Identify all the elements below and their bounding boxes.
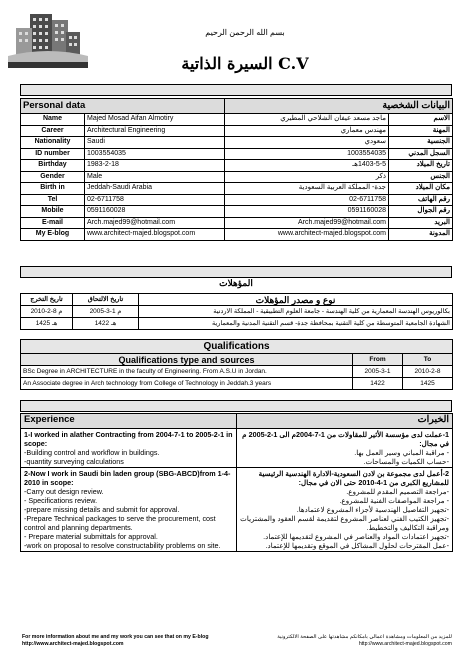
exp-item: -Prepare Technical packages to serve the procurement, cost control and planning departments. (24, 514, 216, 532)
label-ar: الجنسية (389, 137, 453, 149)
exp-item: -تجهيز اعتمادات المواد والعناصر في المشروع لتقديمها للإعتماد. (263, 532, 449, 541)
experience-title-ar: الخبرات (237, 414, 453, 429)
value-en: 1983-2-18 (85, 160, 225, 172)
join-date: 2005-3-1 م (73, 306, 139, 318)
value-en-blog-link[interactable]: www.architect-majed.blogspot.com (85, 229, 225, 241)
from-date: 2005-3-1 (353, 366, 403, 378)
value-ar: 1403-5-5هـ (225, 160, 389, 172)
exp-item: - Specifications review. (24, 496, 98, 505)
exp-item: -Carry out design review. (24, 487, 104, 496)
qualifications-title-en: Qualifications (21, 340, 453, 354)
value-ar: 02-6711758 (225, 194, 389, 206)
label-en: Gender (21, 171, 85, 183)
value-en: Architectural Engineering (85, 125, 225, 137)
exp-heading: 2-Now I work in Saudi bin laden group (SBG-ABCD)from 1-4-2010 in scope: (24, 469, 231, 487)
personal-row-email (21, 217, 453, 229)
label-ar: تاريخ الميلاد (389, 160, 453, 172)
exp-item: -work on proposal to resolve constructability problems on site. (24, 541, 221, 550)
footer-en-link[interactable]: http://www.architect-majed.blogspot.com (22, 641, 124, 647)
experience-ar-1 (237, 429, 453, 468)
personal-data-table (20, 98, 453, 241)
quals-en-header (21, 354, 453, 366)
value-ar: ذكر (225, 171, 389, 183)
qualifications-ar-table (20, 293, 453, 330)
qual-type: BSc Degree in ARCHITECTURE in the faculty of Engineering. From A.S.U in Jordan. (21, 366, 353, 378)
label-ar: المدونة (389, 229, 453, 241)
label-ar: رقم الهاتف (389, 194, 453, 206)
label-ar: رقم الجوال (389, 206, 453, 218)
experience-table (20, 413, 453, 552)
personal-row-name (21, 114, 453, 126)
exp-heading: 2-أعمل لدى مجموعة بن لادن السعودية-الادارة الهندسية الرئيسية للمشاريع الكبرى من 1-4-2010 حتى الان في مجال: (258, 469, 449, 487)
exp-item: -quantity surveying calculations (24, 457, 124, 466)
label-en: Mobile (21, 206, 85, 218)
value-en: Jeddah-Saudi Arabia (85, 183, 225, 195)
label-en: Nationality (21, 137, 85, 149)
to-date: 2010-2-8 (403, 366, 453, 378)
value-en-email[interactable]: Arch.majed99@hotmail.com (85, 217, 225, 229)
experience-en-1 (21, 429, 237, 468)
col-to: To (403, 354, 453, 366)
personal-row-birthday (21, 160, 453, 172)
value-en: Male (85, 171, 225, 183)
label-en: E-mail (21, 217, 85, 229)
col-type: Qualifications type and sources (21, 354, 353, 366)
join-date: 1422 هـ (73, 318, 139, 330)
label-en: My E-blog (21, 229, 85, 241)
label-en: Birth in (21, 183, 85, 195)
value-ar: 0591160028 (225, 206, 389, 218)
personal-row-gender (21, 171, 453, 183)
experience-row-2 (21, 468, 453, 552)
from-date: 1422 (353, 378, 403, 390)
col-join: تاريخ الالتحاق (73, 294, 139, 306)
quals-en-row (21, 366, 453, 378)
col-type: نوع و مصدر المؤهلات (139, 294, 453, 306)
personal-title-ar: البيانات الشخصية (225, 99, 453, 114)
experience-row-1 (21, 429, 453, 468)
personal-row-birthplace (21, 183, 453, 195)
value-ar: مهندس معماري (225, 125, 389, 137)
value-ar: 1003554035 (225, 148, 389, 160)
label-en: Tel (21, 194, 85, 206)
exp-item: -prepare missing details and submit for approval. (24, 505, 180, 514)
exp-item: -حساب الكميات والمساحات. (363, 457, 449, 466)
personal-row-career (21, 125, 453, 137)
value-en: 02-6711758 (85, 194, 225, 206)
exp-item: - Prepare material submittals for approval. (24, 532, 158, 541)
value-ar: جدة- المملكة العربية السعودية (225, 183, 389, 195)
personal-row-id (21, 148, 453, 160)
section-divider-mid (20, 266, 452, 278)
personal-title-en: Personal data (21, 99, 225, 114)
personal-header-row (21, 99, 453, 114)
footer-ar-link[interactable]: http://www.architect-majed.blogspot.com (358, 641, 452, 647)
quals-ar-header (21, 294, 453, 306)
value-ar-email[interactable]: Arch.majed99@hotmail.com (225, 217, 389, 229)
exp-item: -Building control and workflow in buildings. (24, 448, 160, 457)
footer-en-text: For more information about me and my work you can see that on my E-blog (22, 634, 209, 640)
quals-ar-row (21, 306, 453, 318)
buildings-logo (8, 6, 88, 68)
experience-title-en: Experience (21, 414, 237, 429)
exp-item: -تجهيز الكتيب الفني لعناصر المشروع لتقديمة لقسم العقود والمشتريات ومراقبة التكاليف والتخطيط. (240, 514, 449, 532)
quals-en-title-row (21, 340, 453, 354)
label-ar: الجنس (389, 171, 453, 183)
quals-ar-row (21, 318, 453, 330)
value-en: Saudi (85, 137, 225, 149)
exp-item: -عمل المقترحات لحلول المشاكل في الموقع وتقديمها للإعتماد. (265, 541, 449, 550)
exp-item: - مراجعة المواصفات الفنية للمشروع. (339, 496, 449, 505)
value-en: 0591160028 (85, 206, 225, 218)
label-en: Career (21, 125, 85, 137)
exp-heading: 1-عملت لدى مؤسسة الأثير للمقاولات من 1-7-2004م الى 1-2-2005 م في مجال: (242, 430, 449, 448)
value-ar-blog-link[interactable]: www.architect-majed.blogspot.com (225, 229, 389, 241)
value-ar: سعودي (225, 137, 389, 149)
grad-date: 1425 هـ (21, 318, 73, 330)
qual-type: An Associate degree in Arch technology from College of Technology in Jeddah.3 years (21, 378, 353, 390)
exp-item: - مراقبة المباني وسير العمل بها. (354, 448, 449, 457)
label-ar: البريد (389, 217, 453, 229)
label-en: Name (21, 114, 85, 126)
exp-item: -تجهيز التفاصيل الهندسية لأجزاء المشروع لاعتمادها. (296, 505, 449, 514)
grad-date: 2010-2-8 م (21, 306, 73, 318)
label-en: ID number (21, 148, 85, 160)
exp-heading: 1-I worked in alather Contracting from 2004-7-1 to 2005-2-1 in scope: (24, 430, 233, 448)
personal-row-blog (21, 229, 453, 241)
qualifications-title-ar: المؤهلات (219, 278, 253, 288)
exp-item: -مراجعة التصميم المقدم للمشروع. (346, 487, 449, 496)
personal-row-mobile (21, 206, 453, 218)
experience-header (21, 414, 453, 429)
qualifications-en-table (20, 339, 453, 390)
personal-row-nationality (21, 137, 453, 149)
basmala: بسم الله الرحمن الرحيم (205, 28, 285, 37)
qual-type: بكالوريوس الهندسة المعمارية من كلية الهندسة - جامعة العلوم التطبيقية - المملكة الاردنية (139, 306, 453, 318)
footer-ar-text: للمزيد من المعلومات ومشاهدة اعمالي بامكانكم مشاهدتها على الصفحة الالكترونية (277, 634, 452, 640)
label-ar: مكان الميلاد (389, 183, 453, 195)
label-ar: المهنة (389, 125, 453, 137)
to-date: 1425 (403, 378, 453, 390)
section-divider-bottom (20, 400, 452, 412)
cv-title: السيرة الذاتية C.V (181, 54, 309, 73)
label-ar: الاسم (389, 114, 453, 126)
value-ar: ماجد مسعد عيفان الشلاحي المطيري (225, 114, 389, 126)
section-divider-top (20, 84, 452, 96)
label-en: Birthday (21, 160, 85, 172)
personal-row-tel (21, 194, 453, 206)
value-en: 1003554035 (85, 148, 225, 160)
value-en: Majed Mosad Aifan Almotiry (85, 114, 225, 126)
quals-en-row (21, 378, 453, 390)
footer-ar (262, 634, 452, 648)
col-grad: تاريخ التخرج (21, 294, 73, 306)
experience-ar-2 (237, 468, 453, 552)
footer-en (22, 634, 262, 648)
label-ar: السجل المدني (389, 148, 453, 160)
qual-type: الشهادة الجامعية المتوسطة من كلية التقنية بمحافظة جدة- قسم التقنية المدنية والمعمارية (139, 318, 453, 330)
experience-en-2 (21, 468, 237, 552)
col-from: From (353, 354, 403, 366)
